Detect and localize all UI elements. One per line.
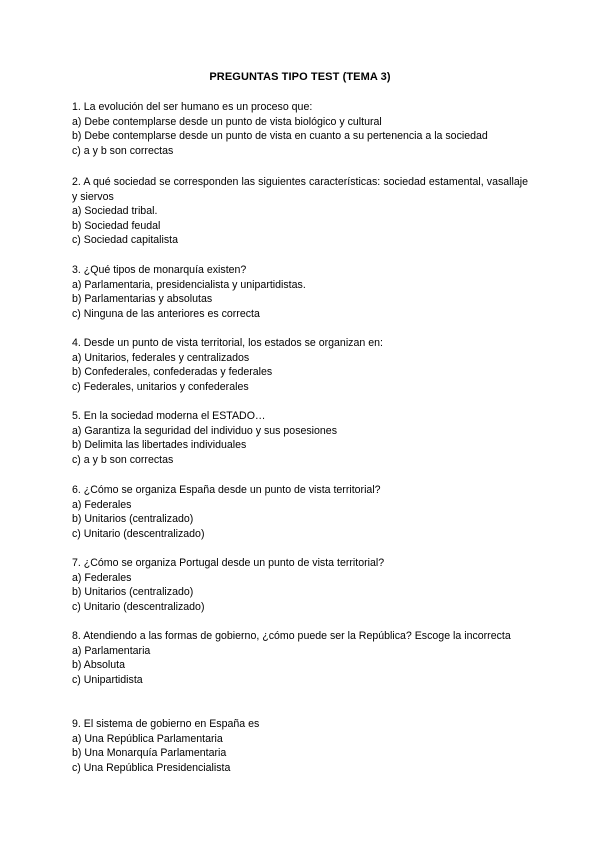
question-stem: 3. ¿Qué tipos de monarquía existen? xyxy=(72,264,247,276)
question-stem: 2. A qué sociedad se corresponden las siguientes características: sociedad estamental, vasallaje y siervos xyxy=(72,176,528,203)
question-stem: 9. El sistema de gobierno en España es xyxy=(72,718,260,730)
question-stem: 1. La evolución del ser humano es un proceso que: xyxy=(72,101,313,113)
question-stem: 4. Desde un punto de vista territorial, los estados se organizan en: xyxy=(72,337,383,349)
answer-option-b: b) Unitarios (centralizado) xyxy=(72,513,194,526)
answer-option-a: a) Garantiza la seguridad del individuo y sus posesiones xyxy=(72,424,337,437)
answer-option-a: a) Parlamentaria, presidencialista y unipartidistas. xyxy=(72,278,306,291)
question-7 xyxy=(72,556,528,614)
answer-option-c: c) Federales, unitarios y confederales xyxy=(72,380,249,393)
answer-option-a: a) Parlamentaria xyxy=(72,644,151,657)
answer-option-c: c) Unipartidista xyxy=(72,673,143,686)
page-title: PREGUNTAS TIPO TEST (TEMA 3) xyxy=(209,71,391,83)
answer-option-b: b) Parlamentarias y absolutas xyxy=(72,293,213,306)
answer-option-a: a) Debe contemplarse desde un punto de vista biológico y cultural xyxy=(72,115,382,128)
answer-option-a: a) Sociedad tribal. xyxy=(72,205,158,218)
question-9 xyxy=(72,717,528,775)
question-stem: 5. En la sociedad moderna el ESTADO… xyxy=(72,410,266,422)
question-4 xyxy=(72,336,528,394)
question-stem: 6. ¿Cómo se organiza España desde un punto de vista territorial? xyxy=(72,484,381,496)
answer-option-b: b) Debe contemplarse desde un punto de vista en cuanto a su pertenencia a la sociedad xyxy=(72,130,488,143)
answer-option-c: c) Unitario (descentralizado) xyxy=(72,600,205,613)
answer-option-c: c) Ninguna de las anteriores es correcta xyxy=(72,307,260,320)
answer-option-b: b) Sociedad feudal xyxy=(72,219,161,232)
answer-option-c: c) Una República Presidencialista xyxy=(72,761,231,774)
answer-option-c: c) a y b son correctas xyxy=(72,453,174,466)
answer-option-a: a) Federales xyxy=(72,498,132,511)
question-5 xyxy=(72,409,528,467)
question-1 xyxy=(72,100,528,158)
answer-option-b: b) Una Monarquía Parlamentaria xyxy=(72,747,227,760)
question-2 xyxy=(72,175,528,248)
question-6 xyxy=(72,483,528,541)
answer-option-c: c) a y b son correctas xyxy=(72,144,174,157)
question-3 xyxy=(72,263,528,321)
answer-option-b: b) Unitarios (centralizado) xyxy=(72,586,194,599)
answer-option-c: c) Unitario (descentralizado) xyxy=(72,527,205,540)
answer-option-a: a) Unitarios, federales y centralizados xyxy=(72,351,250,364)
answer-option-b: b) Absoluta xyxy=(72,659,126,672)
answer-option-b: b) Delimita las libertades individuales xyxy=(72,439,247,452)
answer-option-a: a) Una República Parlamentaria xyxy=(72,732,223,745)
answer-option-a: a) Federales xyxy=(72,571,132,584)
question-stem: 8. Atendiendo a las formas de gobierno, ¿cómo puede ser la República? Escoge la incorrecta xyxy=(72,630,511,642)
question-stem: 7. ¿Cómo se organiza Portugal desde un punto de vista territorial? xyxy=(72,557,385,569)
question-8 xyxy=(72,629,528,687)
answer-option-c: c) Sociedad capitalista xyxy=(72,234,178,247)
answer-option-b: b) Confederales, confederadas y federales xyxy=(72,366,273,379)
